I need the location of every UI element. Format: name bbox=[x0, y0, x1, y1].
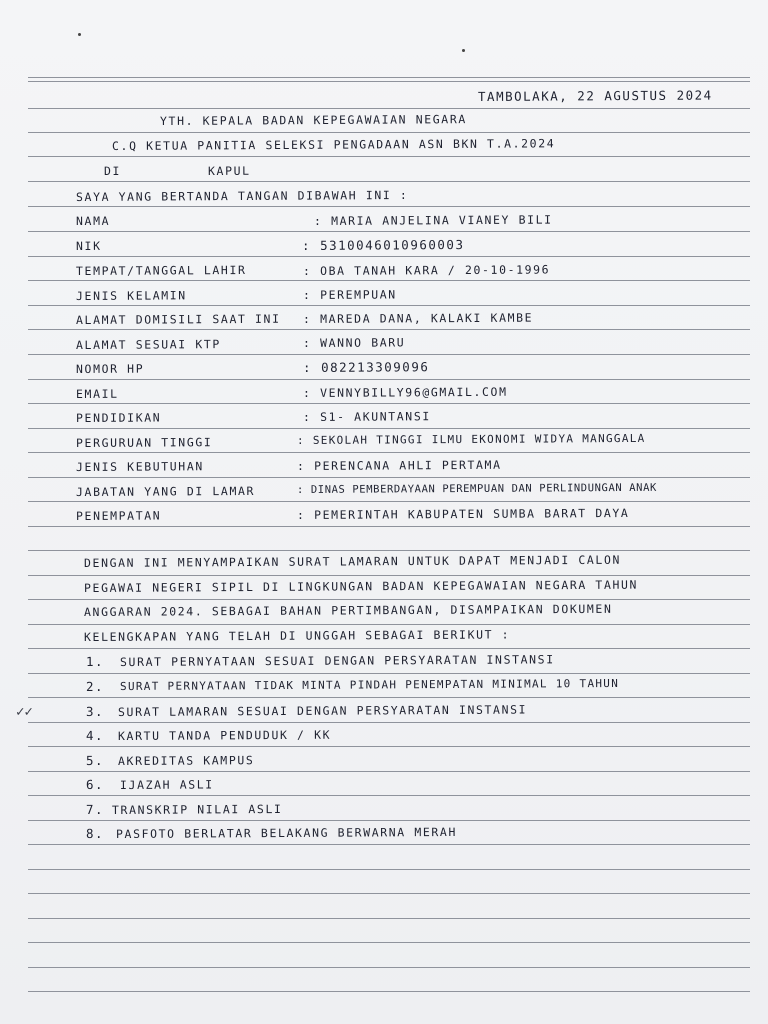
field-value-nik: : 5310046010960003 bbox=[301, 237, 465, 253]
ink-speck bbox=[462, 49, 465, 52]
field-label-nama: NAMA bbox=[75, 213, 111, 228]
ruled-line bbox=[28, 795, 750, 796]
ruled-line bbox=[28, 156, 750, 157]
ruled-line bbox=[28, 280, 750, 281]
ruled-line bbox=[28, 967, 750, 968]
field-value-penempatan: : PEMERINTAH KABUPATEN SUMBA BARAT DAYA bbox=[296, 505, 630, 522]
ruled-line bbox=[28, 231, 750, 232]
ruled-line bbox=[28, 206, 750, 207]
field-label-jabatan: JABATAN YANG DI LAMAR bbox=[75, 483, 256, 499]
ruled-line bbox=[28, 673, 750, 674]
field-value-alamat-domisili: : MAREDA DANA, KALAKI KAMBE bbox=[302, 310, 534, 326]
ruled-line bbox=[28, 526, 750, 527]
attachment-text-2: SURAT PERNYATAAN TIDAK MINTA PINDAH PENEMPATAN MINIMAL 10 TAHUN bbox=[119, 676, 620, 693]
field-label-jenis-kelamin: JENIS KELAMIN bbox=[75, 288, 187, 303]
attachment-text-3: SURAT LAMARAN SESUAI DENGAN PERSYARATAN INSTANSI bbox=[117, 702, 528, 719]
field-value-ttl: : OBA TANAH KARA / 20-10-1996 bbox=[302, 262, 551, 278]
attachment-num-2: 2. bbox=[85, 678, 105, 694]
body-line-4: KELENGKAPAN YANG TELAH DI UNGGAH SEBAGAI BERIKUT : bbox=[83, 627, 511, 644]
attachment-num-8: 8. bbox=[85, 825, 105, 841]
ruled-line bbox=[28, 820, 750, 821]
ruled-line bbox=[28, 648, 750, 649]
field-label-ttl: TEMPAT/TANGGAL LAHIR bbox=[75, 262, 247, 278]
attachment-text-4: KARTU TANDA PENDUDUK / KK bbox=[117, 727, 332, 743]
attachment-text-1: SURAT PERNYATAAN SESUAI DENGAN PERSYARATAN INSTANSI bbox=[119, 652, 555, 669]
attachment-num-6: 6. bbox=[85, 776, 105, 792]
ruled-line bbox=[28, 132, 750, 133]
field-value-nama: : MARIA ANJELINA VIANEY BILI bbox=[313, 212, 553, 228]
field-label-nomor-hp: NOMOR HP bbox=[75, 361, 145, 376]
ruled-line bbox=[28, 379, 750, 380]
field-label-penempatan: PENEMPATAN bbox=[75, 508, 162, 523]
field-label-alamat-ktp: ALAMAT SESUAI KTP bbox=[75, 337, 221, 352]
intro-line: SAYA YANG BERTANDA TANGAN DIBAWAH INI : bbox=[75, 187, 409, 204]
ruled-line bbox=[28, 501, 750, 502]
ruled-line bbox=[28, 428, 750, 429]
field-value-pendidikan: : S1- AKUNTANSI bbox=[302, 409, 431, 424]
body-line-2: PEGAWAI NEGERI SIPIL DI LINGKUNGAN BADAN KEPEGAWAIAN NEGARA TAHUN bbox=[83, 577, 639, 595]
ruled-line bbox=[28, 918, 750, 919]
field-label-nik: NIK bbox=[75, 238, 102, 253]
ruled-line bbox=[28, 893, 750, 894]
ruled-line bbox=[28, 771, 750, 772]
field-label-email: EMAIL bbox=[75, 386, 119, 401]
ruled-line bbox=[28, 403, 750, 404]
ruled-line bbox=[28, 329, 750, 330]
attachment-num-4: 4. bbox=[85, 727, 105, 743]
field-value-perguruan-tinggi: : SEKOLAH TINGGI ILMU EKONOMI WIDYA MANGGALA bbox=[296, 431, 646, 447]
ruled-line bbox=[28, 354, 750, 355]
ruled-line bbox=[28, 77, 750, 78]
ruled-line bbox=[28, 452, 750, 453]
checkmark-icon: ✓✓ bbox=[16, 704, 33, 720]
ruled-line bbox=[28, 697, 750, 698]
ruled-line bbox=[28, 746, 750, 747]
field-label-alamat-domisili: ALAMAT DOMISILI SAAT INI bbox=[75, 311, 281, 327]
ruled-line bbox=[28, 256, 750, 257]
ruled-line bbox=[28, 550, 750, 551]
ruled-line bbox=[28, 81, 750, 82]
ruled-line bbox=[28, 305, 750, 306]
ruled-line bbox=[28, 942, 750, 943]
ruled-line bbox=[28, 869, 750, 870]
field-value-nomor-hp: : 082213309096 bbox=[302, 359, 430, 375]
field-label-pendidikan: PENDIDIKAN bbox=[75, 410, 162, 425]
ink-speck bbox=[78, 33, 81, 36]
ruled-line bbox=[28, 108, 750, 109]
field-value-jenis-kebutuhan: : PERENCANA AHLI PERTAMA bbox=[296, 457, 502, 473]
ruled-line bbox=[28, 722, 750, 723]
ruled-line bbox=[28, 477, 750, 478]
field-label-perguruan-tinggi: PERGURUAN TINGGI bbox=[75, 435, 213, 450]
field-value-email: : VENNYBILLY96@GMAIL.COM bbox=[302, 384, 508, 400]
recipient-line-1: YTH. KEPALA BADAN KEPEGAWAIAN NEGARA bbox=[159, 112, 467, 128]
ruled-line bbox=[28, 624, 750, 625]
attachment-num-3: 3. bbox=[85, 703, 105, 719]
ruled-line bbox=[28, 991, 750, 992]
attachment-num-7: 7. bbox=[85, 801, 105, 817]
attachment-num-5: 5. bbox=[85, 752, 105, 768]
body-line-1: DENGAN INI MENYAMPAIKAN SURAT LAMARAN UNTUK DAPAT MENJADI CALON bbox=[83, 552, 622, 570]
attachment-text-6: IJAZAH ASLI bbox=[119, 777, 214, 792]
body-line-3: ANGGARAN 2024. SEBAGAI BAHAN PERTIMBANGAN, DISAMPAIKAN DOKUMEN bbox=[83, 601, 613, 619]
recipient-di-label: DI bbox=[103, 163, 122, 178]
attachment-text-8: PASFOTO BERLATAR BELAKANG BERWARNA MERAH bbox=[115, 824, 457, 841]
recipient-di-value: KAPUL bbox=[207, 163, 251, 178]
place-date: TAMBOLAKA, 22 AGUSTUS 2024 bbox=[477, 87, 713, 104]
ruled-line bbox=[28, 844, 750, 845]
field-label-jenis-kebutuhan: JENIS KEBUTUHAN bbox=[75, 459, 204, 474]
attachment-text-5: AKREDITAS KAMPUS bbox=[117, 753, 255, 768]
ruled-line bbox=[28, 575, 750, 576]
ruled-line bbox=[28, 181, 750, 182]
field-value-jenis-kelamin: : PEREMPUAN bbox=[302, 287, 397, 302]
field-value-jabatan: : DINAS PEMBERDAYAAN PEREMPUAN DAN PERLINDUNGAN ANAK bbox=[296, 481, 657, 496]
recipient-line-2: C.Q KETUA PANITIA SELEKSI PENGADAAN ASN BKN T.A.2024 bbox=[111, 136, 556, 153]
ruled-line bbox=[28, 599, 750, 600]
attachment-text-7: TRANSKRIP NILAI ASLI bbox=[111, 801, 283, 817]
field-value-alamat-ktp: : WANNO BARU bbox=[302, 335, 406, 350]
attachment-num-1: 1. bbox=[85, 653, 105, 669]
